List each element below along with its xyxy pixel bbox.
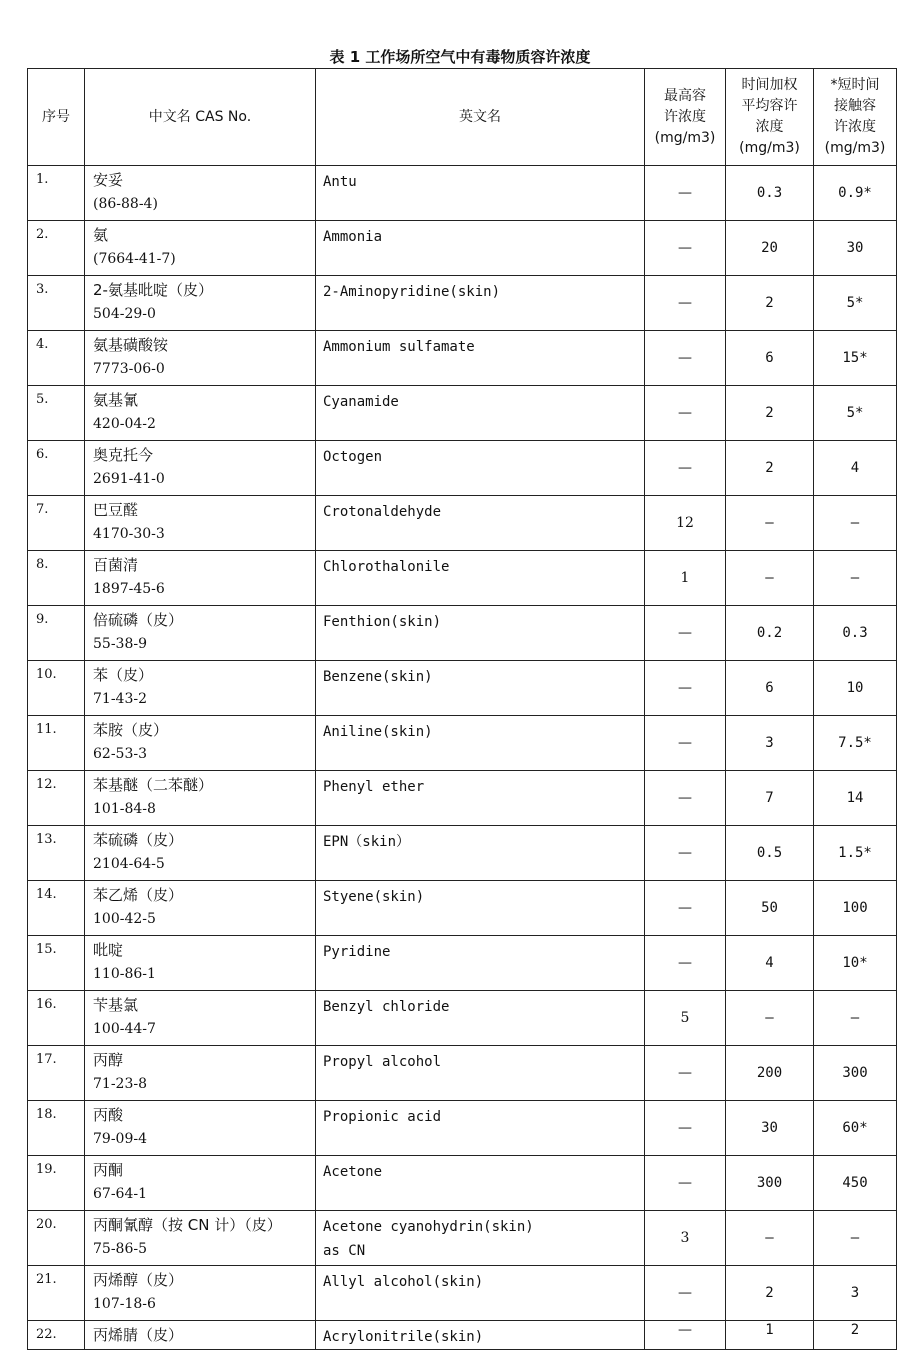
mac-value: —: [645, 771, 726, 826]
english-name-cell: [316, 1211, 645, 1266]
chinese-name-cell: [85, 331, 316, 386]
chinese-name-cell: [85, 1046, 316, 1101]
english-name-cell: [316, 716, 645, 771]
table-row: [28, 276, 897, 331]
twa-value: —: [726, 551, 814, 606]
cas-number: 62-53-3: [93, 746, 147, 762]
cas-number: 79-09-4: [93, 1131, 147, 1147]
header-row: [28, 69, 897, 166]
row-number: 16.: [28, 991, 85, 1046]
row-number: 20.: [28, 1211, 85, 1266]
row-number: 11.: [28, 716, 85, 771]
stel-value: —: [814, 991, 897, 1046]
row-number: 9.: [28, 606, 85, 661]
row-number: 13.: [28, 826, 85, 881]
table-row: [28, 441, 897, 496]
mac-value: 12: [645, 496, 726, 551]
twa-value: 30: [726, 1101, 814, 1156]
english-name: Phenyl ether: [323, 779, 425, 795]
toxic-substances-table: [27, 68, 897, 1350]
english-name: Allyl alcohol(skin): [323, 1274, 484, 1290]
mac-value: 1: [645, 551, 726, 606]
english-name-cell: [316, 771, 645, 826]
table-row: [28, 936, 897, 991]
table-row: [28, 1321, 897, 1350]
stel-value: 4: [814, 441, 897, 496]
stel-value: 450: [814, 1156, 897, 1211]
cas-number: 75-86-5: [93, 1241, 147, 1257]
chinese-name-cell: [85, 1211, 316, 1266]
mac-value: 3: [645, 1211, 726, 1266]
chinese-name-cell: [85, 166, 316, 221]
cas-number: 4170-30-3: [93, 526, 165, 542]
mac-value: 5: [645, 991, 726, 1046]
cas-number: 2691-41-0: [93, 471, 165, 487]
stel-value: 60*: [814, 1101, 897, 1156]
twa-value: 0.5: [726, 826, 814, 881]
english-name-cell: [316, 1046, 645, 1101]
chinese-name-cell: [85, 881, 316, 936]
english-name: Chlorothalonile: [323, 559, 450, 575]
twa-value: —: [726, 1211, 814, 1266]
english-name: Ammonia: [323, 229, 383, 245]
table-row: [28, 826, 897, 881]
english-name: Styene(skin): [323, 889, 425, 905]
english-name: Acrylonitrile(skin): [323, 1329, 484, 1345]
english-name-cell: [316, 551, 645, 606]
english-name: EPN（skin）: [323, 834, 411, 850]
stel-value: 300: [814, 1046, 897, 1101]
chinese-name: 苯基醚（二苯醚）: [93, 776, 214, 794]
row-number: 8.: [28, 551, 85, 606]
row-number: 6.: [28, 441, 85, 496]
english-name-cell: [316, 1101, 645, 1156]
english-name: Propyl alcohol: [323, 1054, 442, 1070]
header-twa-line: (mg/m3): [739, 140, 800, 156]
twa-value: 1: [726, 1321, 814, 1350]
chinese-name: 苯胺（皮）: [93, 721, 169, 739]
row-number: 2.: [28, 221, 85, 276]
english-name: Crotonaldehyde: [323, 504, 442, 520]
english-name: Pyridine: [323, 944, 391, 960]
chinese-name-cell: [85, 221, 316, 276]
twa-value: —: [726, 991, 814, 1046]
chinese-name: 丙醇: [93, 1051, 124, 1069]
header-no: 序号: [28, 69, 85, 166]
chinese-name: 百菌清: [93, 556, 139, 574]
twa-value: 3: [726, 716, 814, 771]
stel-value: 14: [814, 771, 897, 826]
header-mac: [645, 69, 726, 166]
table-row: [28, 221, 897, 276]
mac-value: —: [645, 661, 726, 716]
cas-number: 504-29-0: [93, 306, 156, 322]
english-name: Acetone cyanohydrin(skin): [323, 1219, 534, 1235]
chinese-name: 安妥: [93, 171, 124, 189]
chinese-name: 丙酮: [93, 1161, 124, 1179]
header-cn-cas: 中文名 CAS No.: [85, 69, 316, 166]
english-name-cell: [316, 441, 645, 496]
row-number: 4.: [28, 331, 85, 386]
english-name-cell: [316, 936, 645, 991]
mac-value: —: [645, 276, 726, 331]
english-name-cont: as CN: [323, 1243, 366, 1259]
chinese-name: 丙酮氰醇（按 CN 计）（皮）: [93, 1216, 282, 1234]
header-stel-line: 接触容: [834, 98, 876, 114]
cas-number: 100-42-5: [93, 911, 156, 927]
english-name-cell: [316, 1156, 645, 1211]
header-twa-line: 时间加权: [741, 77, 798, 93]
twa-value: 200: [726, 1046, 814, 1101]
english-name-cell: [316, 991, 645, 1046]
header-mac-line: 许浓度: [664, 108, 706, 125]
table-row: [28, 1101, 897, 1156]
mac-value: —: [645, 936, 726, 991]
header-stel-line: 许浓度: [834, 119, 876, 135]
english-name-cell: [316, 1321, 645, 1350]
stel-value: —: [814, 551, 897, 606]
stel-value: 10: [814, 661, 897, 716]
twa-value: —: [726, 496, 814, 551]
table-row: [28, 1156, 897, 1211]
table-row: [28, 661, 897, 716]
cas-number: 101-84-8: [93, 801, 156, 817]
table-row: [28, 1046, 897, 1101]
stel-value: —: [814, 1211, 897, 1266]
english-name-cell: [316, 221, 645, 276]
table-row: [28, 606, 897, 661]
row-number: 15.: [28, 936, 85, 991]
mac-value: —: [645, 1156, 726, 1211]
english-name-cell: [316, 881, 645, 936]
mac-value: —: [645, 166, 726, 221]
english-name-cell: [316, 496, 645, 551]
row-number: 18.: [28, 1101, 85, 1156]
header-stel-line: (mg/m3): [824, 140, 886, 156]
row-number: 1.: [28, 166, 85, 221]
cas-number: (86-88-4): [93, 196, 158, 212]
english-name: Cyanamide: [323, 394, 399, 410]
cas-number: 71-23-8: [93, 1076, 147, 1092]
cas-number: 7773-06-0: [93, 361, 165, 377]
english-name-cell: [316, 826, 645, 881]
english-name-cell: [316, 166, 645, 221]
row-number: 22.: [28, 1321, 85, 1350]
table-row: [28, 331, 897, 386]
stel-value: 1.5*: [814, 826, 897, 881]
twa-value: 4: [726, 936, 814, 991]
chinese-name: 2-氨基吡啶（皮）: [93, 281, 213, 299]
twa-value: 20: [726, 221, 814, 276]
english-name: Benzyl chloride: [323, 999, 450, 1015]
row-number: 19.: [28, 1156, 85, 1211]
stel-value: 30: [814, 221, 897, 276]
chinese-name-cell: [85, 716, 316, 771]
twa-value: 50: [726, 881, 814, 936]
header-en: 英文名: [316, 69, 645, 166]
stel-value: 5*: [814, 276, 897, 331]
twa-value: 2: [726, 276, 814, 331]
english-name-cell: [316, 386, 645, 441]
chinese-name-cell: [85, 771, 316, 826]
mac-value: —: [645, 1046, 726, 1101]
table-row: [28, 1211, 897, 1266]
cas-number: 420-04-2: [93, 416, 156, 432]
stel-value: 2: [814, 1321, 897, 1350]
twa-value: 6: [726, 331, 814, 386]
chinese-name: 丙烯醇（皮）: [93, 1271, 184, 1289]
chinese-name-cell: [85, 1101, 316, 1156]
english-name: 2-Aminopyridine(skin): [323, 284, 501, 300]
table-row: [28, 991, 897, 1046]
cas-number: 1897-45-6: [93, 581, 165, 597]
english-name-cell: [316, 276, 645, 331]
row-number: 10.: [28, 661, 85, 716]
chinese-name: 氨基氰: [93, 391, 139, 409]
cas-number: (7664-41-7): [93, 251, 176, 267]
stel-value: 15*: [814, 331, 897, 386]
chinese-name: 氨: [93, 226, 109, 244]
twa-value: 2: [726, 1266, 814, 1321]
cas-number: 110-86-1: [93, 966, 156, 982]
chinese-name: 倍硫磷（皮）: [93, 611, 184, 629]
english-name-cell: [316, 661, 645, 716]
table-row: [28, 881, 897, 936]
english-name: Fenthion(skin): [323, 614, 442, 630]
row-number: 7.: [28, 496, 85, 551]
mac-value: —: [645, 386, 726, 441]
cas-number: 2104-64-5: [93, 856, 165, 872]
chinese-name-cell: [85, 386, 316, 441]
chinese-name: 吡啶: [93, 941, 124, 959]
table-row: [28, 551, 897, 606]
chinese-name: 丙烯腈（皮）: [93, 1326, 184, 1344]
english-name: Acetone: [323, 1164, 383, 1180]
chinese-name-cell: [85, 826, 316, 881]
stel-value: 100: [814, 881, 897, 936]
english-name: Aniline(skin): [323, 724, 433, 740]
mac-value: —: [645, 221, 726, 276]
english-name: Antu: [323, 174, 357, 190]
row-number: 12.: [28, 771, 85, 826]
chinese-name: 苯（皮）: [93, 666, 154, 684]
twa-value: 6: [726, 661, 814, 716]
stel-value: —: [814, 496, 897, 551]
mac-value: —: [645, 441, 726, 496]
mac-value: —: [645, 881, 726, 936]
english-name-cell: [316, 606, 645, 661]
english-name: Benzene(skin): [323, 669, 433, 685]
chinese-name-cell: [85, 496, 316, 551]
chinese-name-cell: [85, 276, 316, 331]
table-row: [28, 771, 897, 826]
chinese-name: 苯乙烯（皮）: [93, 886, 184, 904]
table-row: [28, 166, 897, 221]
stel-value: 0.3: [814, 606, 897, 661]
mac-value: —: [645, 826, 726, 881]
cas-number: 67-64-1: [93, 1186, 147, 1202]
mac-value: —: [645, 1266, 726, 1321]
row-number: 17.: [28, 1046, 85, 1101]
stel-value: 5*: [814, 386, 897, 441]
chinese-name: 苄基氯: [93, 996, 139, 1014]
chinese-name: 奥克托今: [93, 446, 154, 464]
table-row: [28, 716, 897, 771]
table-row: [28, 496, 897, 551]
chinese-name-cell: [85, 936, 316, 991]
header-mac-line: (mg/m3): [654, 129, 716, 146]
twa-value: 2: [726, 386, 814, 441]
twa-value: 0.2: [726, 606, 814, 661]
twa-value: 0.3: [726, 166, 814, 221]
chinese-name-cell: [85, 1156, 316, 1211]
chinese-name-cell: [85, 551, 316, 606]
table-body: [28, 166, 897, 1350]
mac-value: —: [645, 331, 726, 386]
header-stel-line: *短时间: [830, 77, 880, 93]
english-name-cell: [316, 1266, 645, 1321]
cas-number: 100-44-7: [93, 1021, 156, 1037]
twa-value: 300: [726, 1156, 814, 1211]
chinese-name: 丙酸: [93, 1106, 124, 1124]
header-mac-line: 最高容: [664, 87, 706, 104]
stel-value: 7.5*: [814, 716, 897, 771]
chinese-name-cell: [85, 991, 316, 1046]
cas-number: 55-38-9: [93, 636, 147, 652]
chinese-name: 巴豆醛: [93, 501, 139, 519]
chinese-name: 氨基磺酸铵: [93, 336, 169, 354]
header-twa: [726, 69, 814, 166]
row-number: 5.: [28, 386, 85, 441]
english-name: Propionic acid: [323, 1109, 442, 1125]
english-name: Octogen: [323, 449, 383, 465]
header-stel: [814, 69, 897, 166]
header-twa-line: 浓度: [755, 119, 784, 135]
chinese-name-cell: [85, 661, 316, 716]
twa-value: 7: [726, 771, 814, 826]
english-name: Ammonium sulfamate: [323, 339, 475, 355]
table-title: 表 1 工作场所空气中有毒物质容许浓度: [329, 48, 591, 66]
cas-number: 107-18-6: [93, 1296, 156, 1312]
stel-value: 0.9*: [814, 166, 897, 221]
mac-value: —: [645, 606, 726, 661]
cas-number: 71-43-2: [93, 691, 147, 707]
mac-value: —: [645, 1321, 726, 1350]
chinese-name-cell: [85, 1266, 316, 1321]
mac-value: —: [645, 716, 726, 771]
twa-value: 2: [726, 441, 814, 496]
row-number: 14.: [28, 881, 85, 936]
chinese-name-cell: [85, 606, 316, 661]
english-name-cell: [316, 331, 645, 386]
row-number: 3.: [28, 276, 85, 331]
table-row: [28, 386, 897, 441]
chinese-name: 苯硫磷（皮）: [93, 831, 184, 849]
mac-value: —: [645, 1101, 726, 1156]
row-number: 21.: [28, 1266, 85, 1321]
chinese-name-cell: [85, 1321, 316, 1350]
chinese-name-cell: [85, 441, 316, 496]
stel-value: 3: [814, 1266, 897, 1321]
table-row: [28, 1266, 897, 1321]
stel-value: 10*: [814, 936, 897, 991]
header-twa-line: 平均容许: [741, 98, 798, 114]
